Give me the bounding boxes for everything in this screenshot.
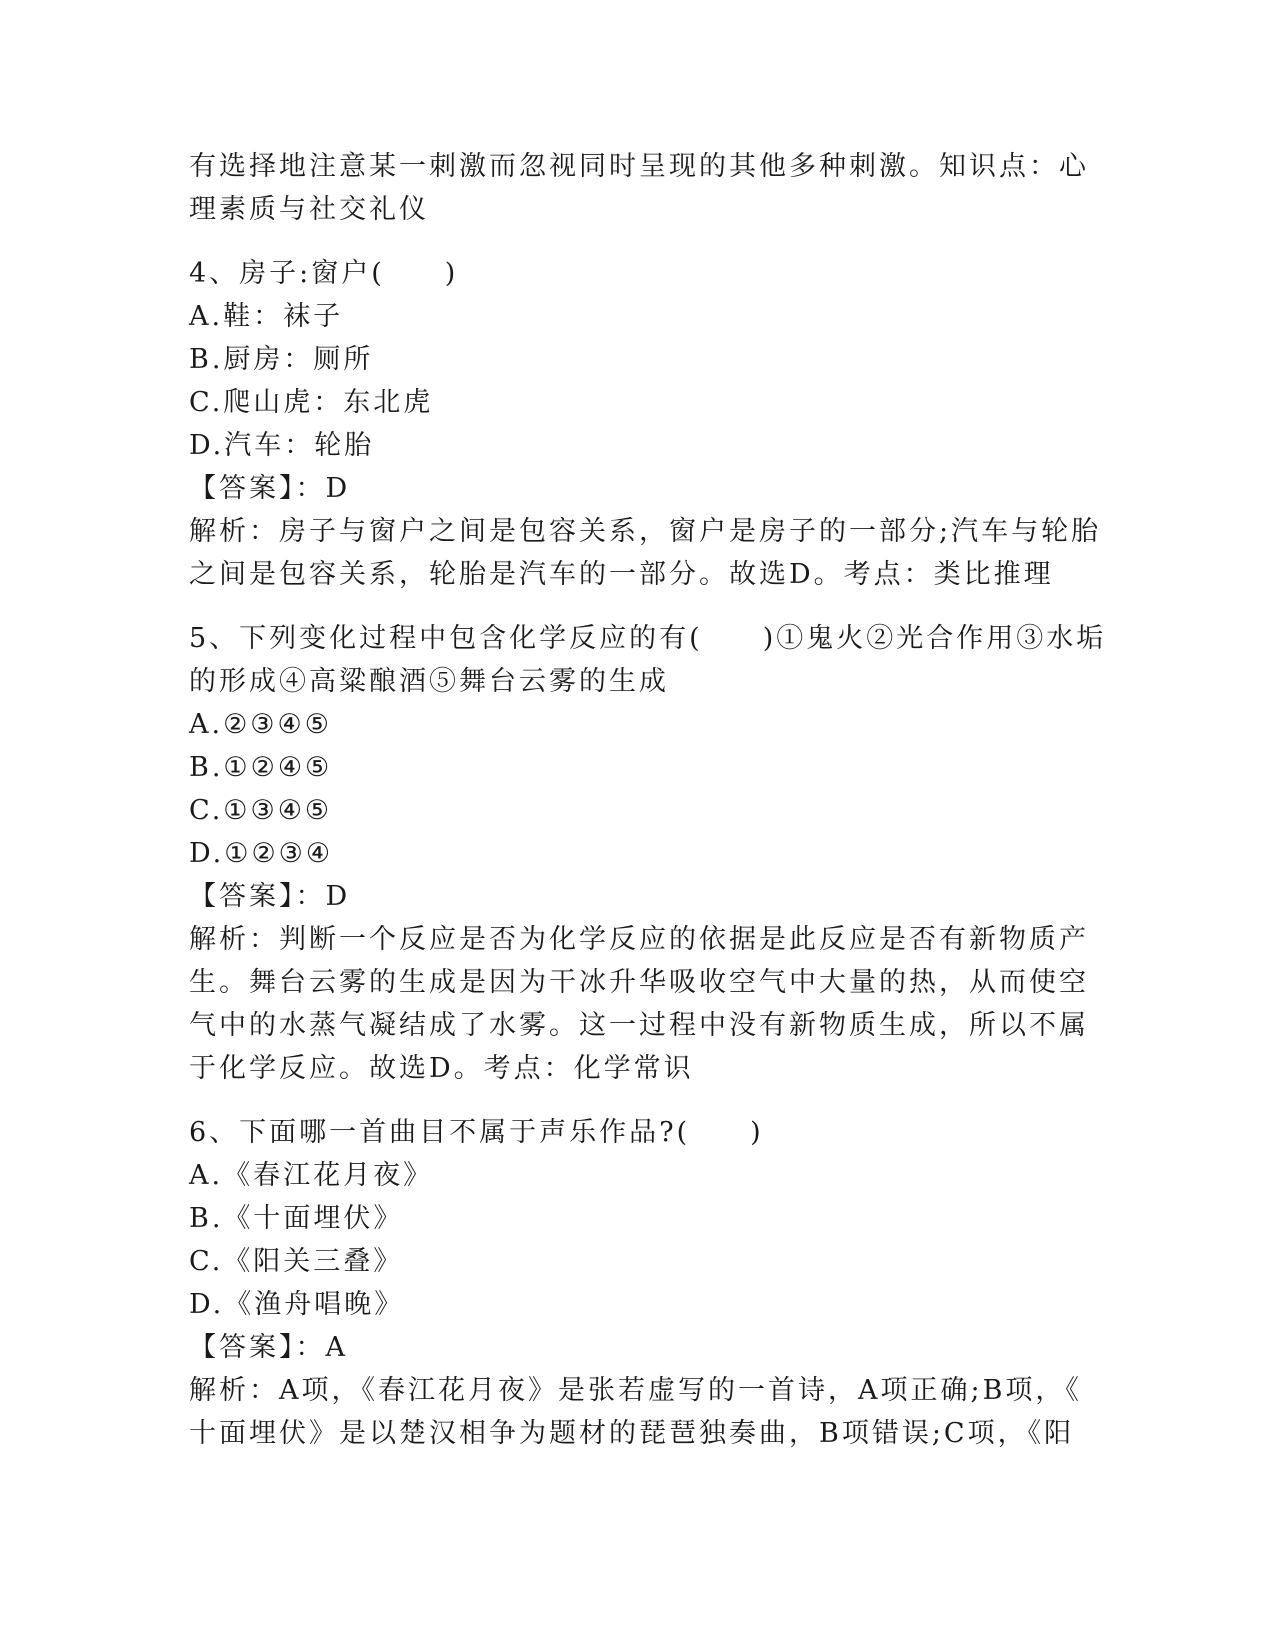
q3-explanation-tail xyxy=(189,145,1089,231)
q3-explanation-line: 理素质与社交礼仪 xyxy=(189,194,429,225)
question-5-explanation-line: 解析：判断一个反应是否为化学反应的依据是此反应是否有新物质产 xyxy=(189,924,1089,955)
question-4-explanation-line: 之间是包容关系，轮胎是汽车的一部分。故选D。考点：类比推理 xyxy=(189,559,1054,590)
question-4-explanation-line: 解析：房子与窗户之间是包容关系，窗户是房子的一部分;汽车与轮胎 xyxy=(189,516,1102,547)
question-4-answer: 【答案】：D xyxy=(189,473,351,504)
question-6-option-a: A.《春江花月夜》 xyxy=(189,1160,434,1191)
question-6-option-c: C.《阳关三叠》 xyxy=(189,1246,404,1277)
question-5-explanation-line: 于化学反应。故选D。考点：化学常识 xyxy=(189,1053,694,1084)
question-6-option-b: B.《十面埋伏》 xyxy=(189,1203,404,1234)
question-4-option-b: B.厨房：厕所 xyxy=(189,344,374,375)
question-4-option-d: D.汽车：轮胎 xyxy=(189,430,375,461)
question-6 xyxy=(189,1111,1089,1455)
question-5-option-d: D.①②③④ xyxy=(189,838,334,869)
question-6-option-d: D.《渔舟唱晚》 xyxy=(189,1289,405,1320)
question-4 xyxy=(189,252,1102,596)
question-6-answer: 【答案】：A xyxy=(189,1332,348,1363)
question-5 xyxy=(189,617,1107,1090)
question-5-option-a: A.②③④⑤ xyxy=(189,709,332,740)
question-4-stem: 4、房子:窗户( ) xyxy=(189,258,459,289)
question-5-explanation-line: 气中的水蒸气凝结成了水雾。这一过程中没有新物质生成，所以不属 xyxy=(189,1010,1089,1041)
question-5-stem-line: 的形成④高粱酿酒⑤舞台云雾的生成 xyxy=(189,666,669,697)
question-4-option-a: A.鞋：袜子 xyxy=(189,301,344,332)
question-6-stem: 6、下面哪一首曲目不属于声乐作品?( ) xyxy=(189,1117,764,1148)
document-content xyxy=(189,145,1107,1476)
question-5-stem-line: 5、下列变化过程中包含化学反应的有( )①鬼火②光合作用③水垢 xyxy=(189,623,1107,654)
question-6-explanation-line: 解析：A项，《春江花月夜》是张若虚写的一首诗，A项正确;B项，《 xyxy=(189,1375,1082,1406)
question-6-explanation-line: 十面埋伏》是以楚汉相争为题材的琵琶独奏曲，B项错误;C项，《阳 xyxy=(189,1418,1075,1449)
q3-explanation-line: 有选择地注意某一刺激而忽视同时呈现的其他多种刺激。知识点：心 xyxy=(189,151,1089,182)
question-5-option-c: C.①③④⑤ xyxy=(189,795,333,826)
question-5-explanation-line: 生。舞台云雾的生成是因为干冰升华吸收空气中大量的热，从而使空 xyxy=(189,967,1089,998)
question-4-option-c: C.爬山虎：东北虎 xyxy=(189,387,434,418)
question-5-option-b: B.①②④⑤ xyxy=(189,752,333,783)
question-5-answer: 【答案】：D xyxy=(189,881,351,912)
